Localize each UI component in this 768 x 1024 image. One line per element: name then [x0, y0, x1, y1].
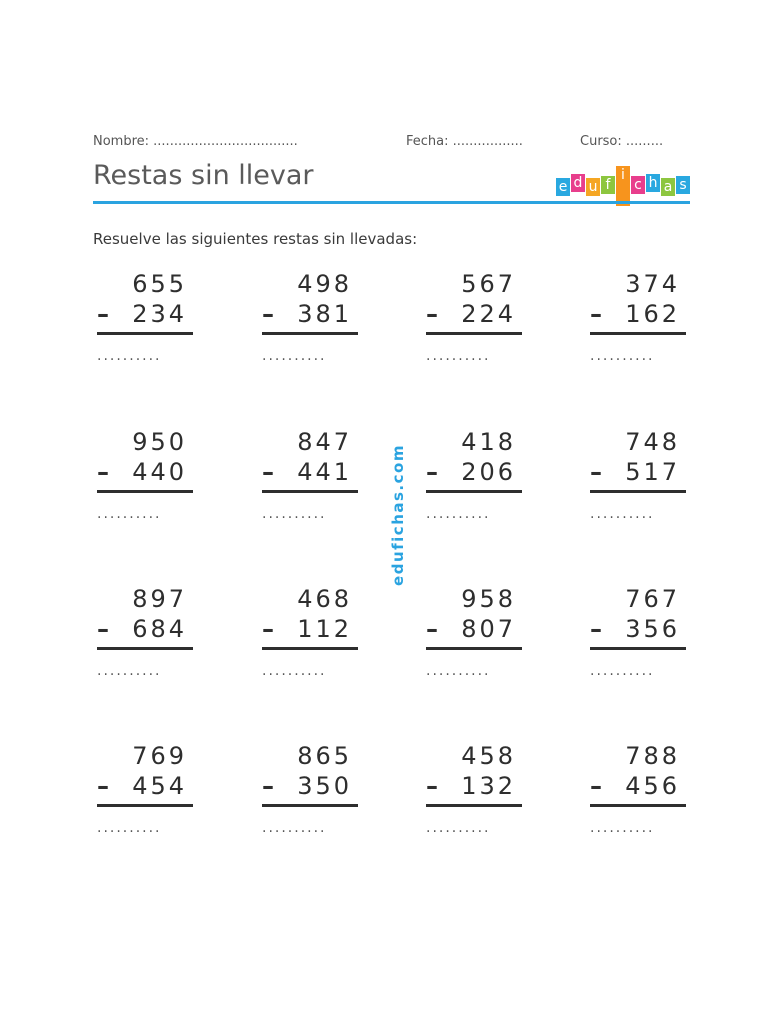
answer-field[interactable]: ..........: [590, 663, 655, 679]
subtraction-problem: [97, 585, 197, 695]
minuend: 950: [132, 428, 187, 456]
subtraction-problem: [590, 428, 690, 538]
subtraction-problem: [262, 742, 362, 852]
minuend: 769: [132, 742, 187, 770]
minus-sign: –: [97, 772, 109, 800]
minus-sign: –: [262, 300, 274, 328]
subtraction-problem: [426, 585, 526, 695]
answer-field[interactable]: ..........: [590, 820, 655, 836]
result-bar: [426, 490, 522, 493]
minuend: 655: [132, 270, 187, 298]
answer-field[interactable]: ..........: [97, 663, 162, 679]
subtrahend: 356: [625, 615, 680, 643]
answer-field[interactable]: ..........: [97, 348, 162, 364]
result-bar: [262, 332, 358, 335]
minus-sign: –: [262, 772, 274, 800]
minuend: 567: [461, 270, 516, 298]
minuend: 468: [297, 585, 352, 613]
minuend: 788: [625, 742, 680, 770]
subtrahend: 454: [132, 772, 187, 800]
subtrahend: 456: [625, 772, 680, 800]
logo-letter: h: [646, 174, 660, 192]
result-bar: [590, 804, 686, 807]
minuend: 897: [132, 585, 187, 613]
answer-field[interactable]: ..........: [97, 820, 162, 836]
result-bar: [426, 332, 522, 335]
minus-sign: –: [97, 300, 109, 328]
result-bar: [426, 647, 522, 650]
minuend: 847: [297, 428, 352, 456]
subtrahend: 684: [132, 615, 187, 643]
minuend: 498: [297, 270, 352, 298]
logo-letter: e: [556, 178, 570, 196]
minus-sign: –: [262, 458, 274, 486]
answer-field[interactable]: ..........: [97, 506, 162, 522]
nombre-field[interactable]: Nombre: ...................................: [93, 134, 298, 149]
minus-sign: –: [426, 300, 438, 328]
minus-sign: –: [426, 458, 438, 486]
logo-letter: a: [661, 178, 675, 196]
logo-letter: i: [616, 166, 630, 206]
minus-sign: –: [590, 300, 602, 328]
answer-field[interactable]: ..........: [426, 663, 491, 679]
result-bar: [590, 647, 686, 650]
result-bar: [590, 490, 686, 493]
subtrahend: 206: [461, 458, 516, 486]
answer-field[interactable]: ..........: [262, 820, 327, 836]
answer-field[interactable]: ..........: [426, 820, 491, 836]
result-bar: [97, 804, 193, 807]
result-bar: [262, 490, 358, 493]
subtraction-problem: [97, 270, 197, 380]
minuend: 374: [625, 270, 680, 298]
subtraction-problem: [426, 428, 526, 538]
answer-field[interactable]: ..........: [262, 506, 327, 522]
minuend: 958: [461, 585, 516, 613]
minuend: 748: [625, 428, 680, 456]
logo-letter: f: [601, 176, 615, 194]
title-rule: [93, 201, 690, 204]
logo: [556, 166, 690, 216]
minus-sign: –: [262, 615, 274, 643]
minuend: 865: [297, 742, 352, 770]
subtraction-problem: [590, 270, 690, 380]
subtrahend: 517: [625, 458, 680, 486]
subtrahend: 807: [461, 615, 516, 643]
subtraction-problem: [262, 270, 362, 380]
result-bar: [262, 647, 358, 650]
answer-field[interactable]: ..........: [590, 348, 655, 364]
curso-field[interactable]: Curso: .........: [580, 134, 664, 149]
subtraction-problem: [590, 585, 690, 695]
subtrahend: 234: [132, 300, 187, 328]
result-bar: [97, 647, 193, 650]
subtraction-problem: [262, 428, 362, 538]
subtraction-problem: [590, 742, 690, 852]
result-bar: [97, 490, 193, 493]
header-fields: [93, 134, 691, 154]
result-bar: [426, 804, 522, 807]
result-bar: [97, 332, 193, 335]
result-bar: [590, 332, 686, 335]
minuend: 767: [625, 585, 680, 613]
subtraction-problem: [426, 270, 526, 380]
minuend: 418: [461, 428, 516, 456]
logo-letter: d: [571, 174, 585, 192]
subtrahend: 132: [461, 772, 516, 800]
instructions: Resuelve las siguientes restas sin llevadas:: [93, 230, 418, 248]
minus-sign: –: [590, 772, 602, 800]
subtrahend: 440: [132, 458, 187, 486]
minus-sign: –: [97, 458, 109, 486]
subtraction-problem: [97, 428, 197, 538]
result-bar: [262, 804, 358, 807]
minus-sign: –: [97, 615, 109, 643]
subtraction-problem: [426, 742, 526, 852]
logo-letter: c: [631, 176, 645, 194]
answer-field[interactable]: ..........: [590, 506, 655, 522]
answer-field[interactable]: ..........: [262, 663, 327, 679]
subtrahend: 162: [625, 300, 680, 328]
subtrahend: 381: [297, 300, 352, 328]
answer-field[interactable]: ..........: [426, 506, 491, 522]
subtrahend: 112: [297, 615, 352, 643]
minus-sign: –: [590, 458, 602, 486]
answer-field[interactable]: ..........: [426, 348, 491, 364]
fecha-field[interactable]: Fecha: .................: [406, 134, 523, 149]
minus-sign: –: [426, 772, 438, 800]
logo-letter: s: [676, 176, 690, 194]
subtrahend: 224: [461, 300, 516, 328]
subtrahend: 350: [297, 772, 352, 800]
subtrahend: 441: [297, 458, 352, 486]
subtraction-problem: [262, 585, 362, 695]
minus-sign: –: [590, 615, 602, 643]
logo-letter: u: [586, 178, 600, 196]
page-title: Restas sin llevar: [93, 160, 314, 191]
minuend: 458: [461, 742, 516, 770]
subtraction-problem: [97, 742, 197, 852]
minus-sign: –: [426, 615, 438, 643]
answer-field[interactable]: ..........: [262, 348, 327, 364]
